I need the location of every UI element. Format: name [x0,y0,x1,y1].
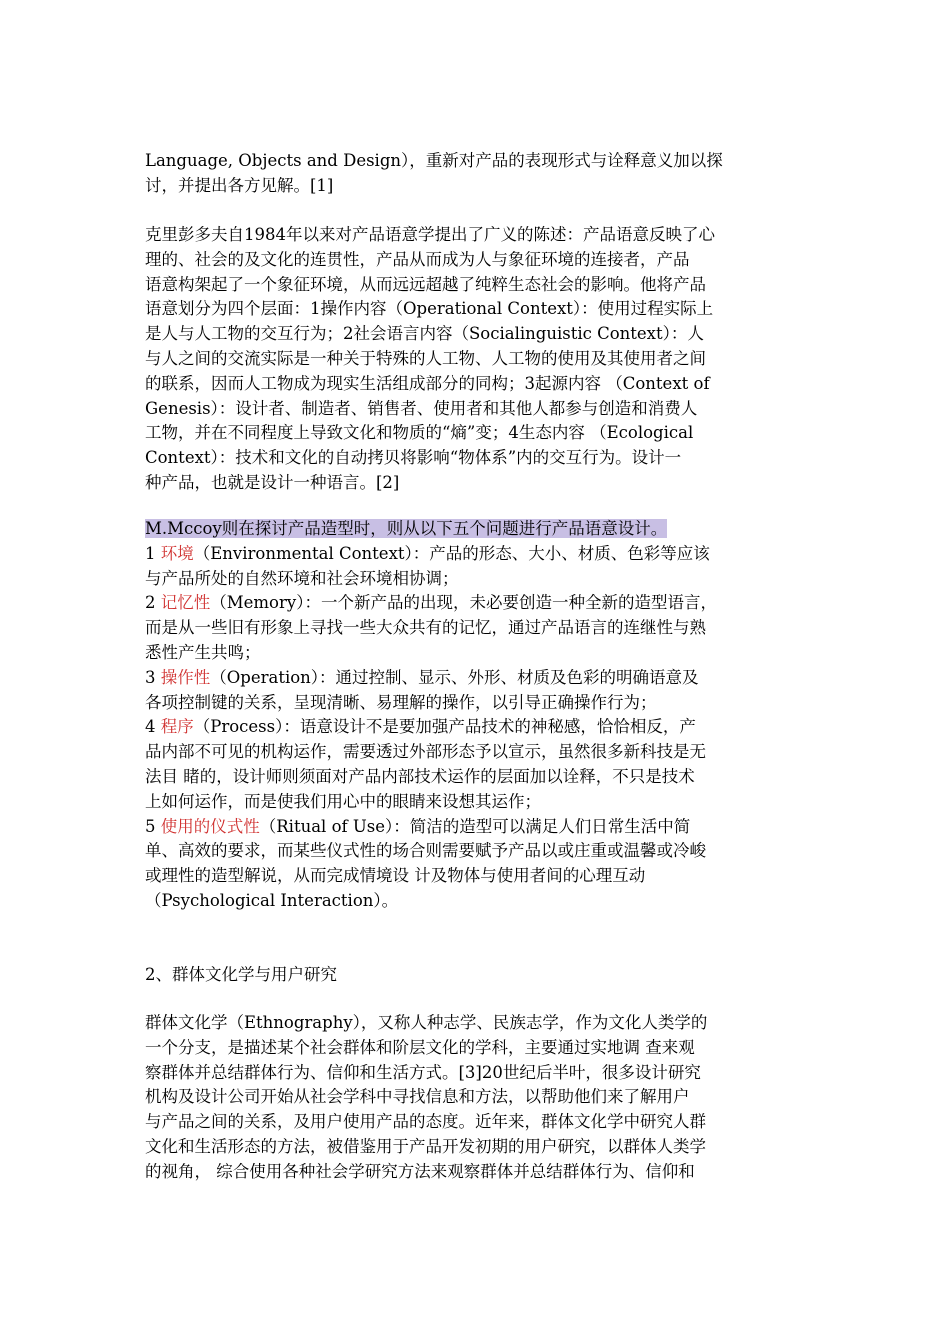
list-item-memory [145,591,815,616]
section-heading: 2、群体文化学与用户研究 [145,965,337,984]
paragraph-intro [145,149,815,199]
paragraph-mccoy-list [145,517,815,914]
text-line: 与人之间的交流实际是一种关于特殊的人工物、人工物的使用及其使用者之间 [145,348,706,368]
text-line: 法目 睹的，设计师则须面对产品内部技术运作的层面加以诠释，不只是技术 [145,766,695,786]
text-line: 悉性产生共鸣； [145,642,261,662]
text-line: Context）：技术和文化的自动拷贝将影响“物体系”内的交互行为。设计一 [145,448,682,468]
list-item-process [145,715,815,740]
text-line: 一个分支，是描述某个社会群体和阶层文化的学科，主要通过实地调 查来观 [145,1037,695,1057]
item-text: （Environmental Context）：产品的形态、大小、材质、色彩等应该 [193,543,710,563]
text-line: 的视角， 综合使用各种社会学研究方法来观察群体并总结群体行为、信仰和 [145,1161,695,1181]
text-line: 的联系，因而人工物成为现实生活组成部分的同构；3起源内容 （Context of [145,373,710,393]
text-line: 与产品之间的关系，及用户使用产品的态度。近年来，群体文化学中研究人群 [145,1112,706,1132]
text-highlight: M.Mccoy则在探讨产品造型时，则从以下五个问题进行产品语意设计。 [145,519,668,538]
text-line: 是人与人工物的交互行为；2社会语言内容（Socialinguistic Context）：人 [145,324,704,344]
text-line: 克里彭多夫自1984年以来对产品语意学提出了广义的陈述：产品语意反映了心 [145,225,715,244]
text-line: 语意划分为四个层面：1操作内容（Operational Context）：使用过程实际上 [145,299,714,319]
text-line: 语意构架起了一个象征环境，从而远远超越了纯粹生态社会的影响。他将产品 [145,274,706,294]
highlighted-line [145,517,815,542]
list-item-ritual [145,815,815,840]
text-line: 单、高效的要求，而某些仪式性的场合则需要赋予产品以或庄重或温馨或冷峻 [145,841,706,861]
text-line: 各项控制键的关系，呈现清晰、易理解的操作，以引导正确操作行为； [145,692,657,712]
item-term: 使用的仪式性 [160,816,260,836]
text-line: 群体文化学（Ethnography），又称人种志学、民族志学，作为文化人类学的 [145,1013,708,1032]
item-number: 4 [145,717,161,737]
text-line: 文化和生活形态的方法，被借鉴用于产品开发初期的用户研究，以群体人类学 [145,1136,706,1156]
item-text: （Operation）：通过控制、显示、外形、材质及色彩的明确语意及 [210,667,699,687]
item-term: 记忆性 [160,593,211,613]
text-line: 工物，并在不同程度上导致文化和物质的“熵”变；4生态内容 （Ecological [145,423,694,443]
item-term: 操作性 [160,667,211,687]
text-line: Language, Objects and Design），重新对产品的表现形式与诠释意义加以探 [145,151,723,170]
text-line: 与产品所处的自然环境和社会环境相协调； [145,568,459,588]
item-text: （Ritual of Use）：简洁的造型可以满足人们日常生活中简 [259,816,691,836]
item-number: 3 [145,667,161,687]
text-line: （Psychological Interaction）。 [145,890,399,910]
text-line: 讨，并提出各方见解。[1] [145,175,334,195]
text-line: 理的、社会的及文化的连贯性，产品从而成为人与象征环境的连接者，产品 [145,249,690,269]
text-line: 机构及设计公司开始从社会学科中寻找信息和方法，以帮助他们来了解用户 [145,1087,690,1107]
list-item-environment [145,542,815,567]
item-number: 1 [145,543,161,563]
item-text: （Memory）：一个新产品的出现，未必要创造一种全新的造型语言， [210,593,717,613]
item-term: 环境 [160,543,194,563]
item-term: 程序 [160,717,194,737]
paragraph-krippendorff [145,223,815,496]
text-line: 上如何运作，而是使我们用心中的眼睛来设想其运作； [145,791,541,811]
text-line: 种产品，也就是设计一种语言。[2] [145,472,400,492]
list-item-operation [145,666,815,691]
item-number: 2 [145,593,161,613]
text-line: Genesis）：设计者、制造者、销售者、使用者和其他人都参与创造和消费人 [145,398,698,418]
item-number: 5 [145,816,161,836]
text-line: 或理性的造型解说，从而完成情境设 计及物体与使用者间的心理互动 [145,866,646,886]
text-line: 品内部不可见的机构运作，需要透过外部形态予以宣示，虽然很多新科技是无 [145,742,706,762]
paragraph-ethnography [145,1011,815,1185]
text-line: 而是从一些旧有形象上寻找一些大众共有的记忆，通过产品语言的连继性与熟 [145,618,706,638]
item-text: （Process）：语意设计不是要加强产品技术的神秘感，恰恰相反，产 [193,717,696,737]
text-line: 察群体并总结群体行为、信仰和生活方式。[3]20世纪后半叶，很多设计研究 [145,1062,701,1082]
